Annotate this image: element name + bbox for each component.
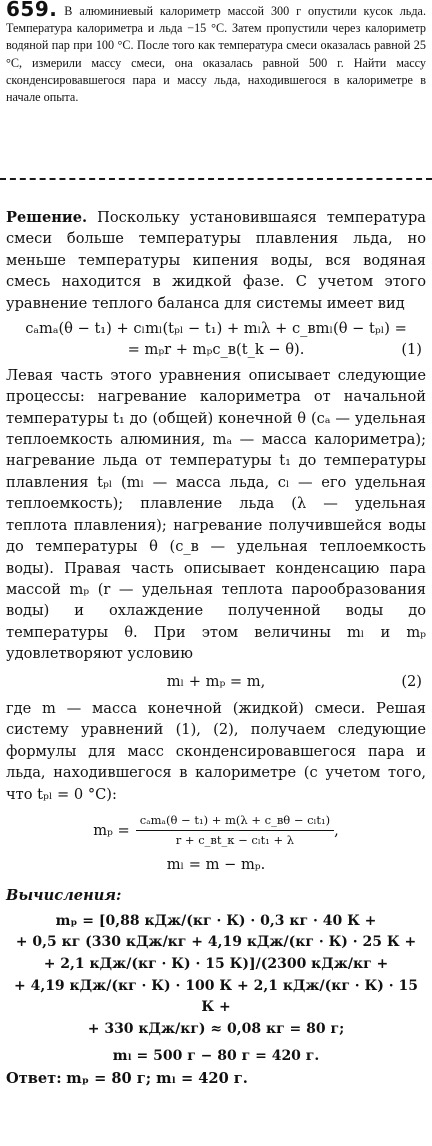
- after-equation-2-paragraph: где m — масса конечной (жидкой) смеси. Решая систему уравнений (1), (2), получаем следующие формулы для масс сконденсировавшегося пара и льда, находившегося в калориметре (с учетом того, что tₚₗ = 0 °С):: [6, 699, 426, 803]
- solution-label: Решение.: [6, 209, 88, 226]
- section-divider: [0, 178, 432, 180]
- equation-1-line-1: cₐmₐ(θ − t₁) + cₗmₗ(tₚₗ − t₁) + mₗλ + c_вmₗ(θ − tₚₗ) =: [25, 320, 407, 338]
- equation-2: [6, 671, 426, 692]
- calc-line: + 4,19 кДж/(кг · К) · 100 К + 2,1 кДж/(кг · К) · 15 К +: [13, 977, 419, 1016]
- formula-ml: mₗ = m − mₚ.: [166, 855, 266, 873]
- answer-text: mₚ = 80 г; mₗ = 420 г.: [66, 1069, 248, 1087]
- problem-number: 659.: [6, 0, 58, 21]
- equation-2-tag: (2): [401, 672, 422, 690]
- calc-ml-line: mₗ = 500 г − 80 г = 420 г.: [112, 1048, 320, 1065]
- problem-text: В алюминиевый калориметр массой 300 г опустили кусок льда. Температура калориметра и льда −15 °С. Затем пропустили через калориметр водяной пар при 100 °С. После того как температура смеси оказалась равной 25 °С, измерили массу смеси, она оказалась равной 500 г. Найти массу сконденсировавшегося пара и массу льда, находившегося в калориметре в начале опыта.: [6, 4, 427, 105]
- formula-mp-lhs: mₚ =: [93, 821, 130, 839]
- calc-line: + 2,1 кДж/(кг · К) · 15 К)]/(2300 кДж/кг +: [43, 955, 389, 972]
- formula-mp-numerator: cₐmₐ(θ − t₁) + m(λ + c_вθ − cₗt₁): [136, 813, 334, 831]
- calculations-block: [6, 911, 426, 1068]
- formula-mp-denominator: r + c_вt_к − cₗt₁ + λ: [175, 832, 295, 847]
- equation-1-tag: (1): [401, 341, 422, 359]
- calc-line: + 0,5 кг (330 кДж/кг + 4,19 кДж/(кг · К) · 25 К +: [15, 934, 417, 951]
- formula-mp: [6, 813, 426, 848]
- calculations-label: Вычисления:: [6, 887, 122, 905]
- equation-1-line-2: = mₚr + mₚc_в(t_k − θ).: [127, 341, 305, 359]
- explanation-paragraph: Левая часть этого уравнения описывает следующие процессы: нагревание калориметра от начальной температуры t₁ до (общей) конечной θ (cₐ — удельная теплоемкость алюминия, mₐ — масса калориметра); нагревание льда от температуры t₁ до температуры плавления tₚₗ (mₗ — масса льда, cₗ — его удельная теплоемкость); плавление льда (λ — удельная теплота плавления); нагревание получившейся воды до температуры θ (c_в — удельная теплоемкость воды). Правая часть описывает конденсацию пара массой mₚ (r — удельная теплота парообразования воды) и охлаждение полученной воды до температуры θ. При этом величины mₗ и mₚ удовлетворяют условию: [6, 366, 426, 663]
- solution-block: [6, 207, 426, 1089]
- answer-label: Ответ:: [6, 1069, 62, 1087]
- formula-mp-fraction: [136, 813, 334, 848]
- calc-line: mₚ = [0,88 кДж/(кг · К) · 0,3 кг · 40 К +: [55, 912, 377, 929]
- formula-mp-tail: ,: [334, 821, 339, 839]
- equation-1: [6, 318, 426, 361]
- problem-statement: [6, 0, 426, 106]
- equation-2-body: mₗ + mₚ = m,: [166, 672, 266, 690]
- solution-intro-text: Поскольку установившаяся температура смеси больше температуры плавления льда, но меньше температуры кипения воды, вся водяная смесь находится в жидкой фазе. С учетом этого уравнение теплого баланса для системы имеет вид: [6, 209, 426, 312]
- answer: [6, 1068, 426, 1089]
- calc-line: + 330 кДж/кг) ≈ 0,08 кг = 80 г;: [87, 1020, 345, 1037]
- solution-intro: [6, 207, 426, 314]
